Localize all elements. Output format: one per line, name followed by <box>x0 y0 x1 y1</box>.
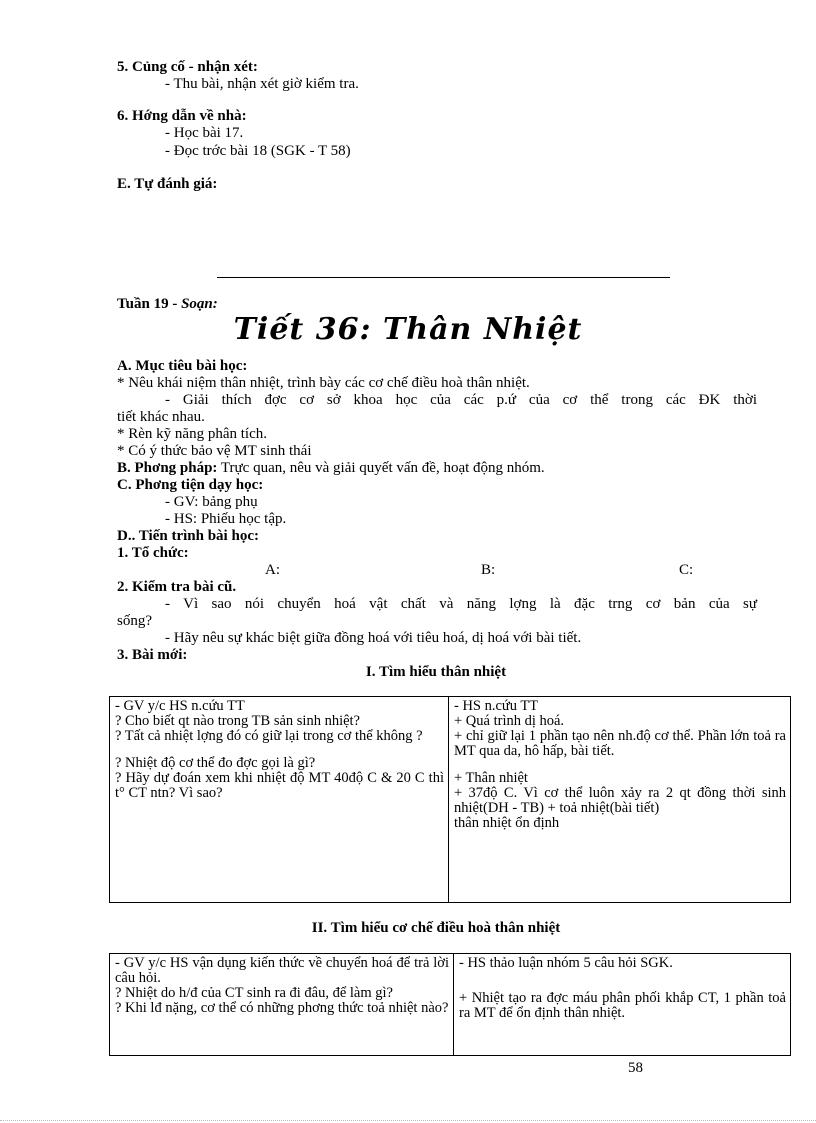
heading-tien-trinh: D.. Tiến trình bài học: <box>117 528 259 544</box>
section-title-1: I. Tìm hiểu thân nhiệt <box>365 664 507 680</box>
cell-line: - GV y/c HS vận dụng kiến thức về chuyển hoá để trả lời câu hỏi. <box>115 955 449 986</box>
section-title-2: II. Tìm hiểu cơ chế điều hoà thân nhiệt <box>311 920 561 936</box>
cell-line: ? Tất cả nhiệt lợng đó có giữ lại trong cơ thể không ? <box>115 728 423 744</box>
heading-phuong-tien: C. Phơng tiện dạy học: <box>117 477 264 493</box>
cell-line: + Thân nhiệt <box>454 770 528 786</box>
activity-table-1 <box>109 696 791 903</box>
cell-line: ? Nhiệt do h/đ của CT sinh ra đi đâu, để làm gì? <box>115 985 393 1001</box>
phuong-phap-line <box>117 460 545 476</box>
heading-to-chuc: 1. Tổ chức: <box>117 545 189 561</box>
activity-table-2 <box>109 953 791 1056</box>
text-line: tiết khác nhau. <box>117 409 205 425</box>
list-item: - HS: Phiếu học tập. <box>165 511 287 527</box>
cell-line: ? Hãy dự đoán xem khi nhiệt độ MT 40độ C & 20 C thì t° CT ntn? Vì sao? <box>115 770 444 801</box>
table-row <box>110 697 791 903</box>
cell-line: thân nhiệt ổn định <box>454 815 560 831</box>
heading-tu-danh-gia: E. Tự đánh giá: <box>117 176 218 192</box>
phuong-phap-text: Trực quan, nêu và giải quyết vấn đề, hoạt động nhóm. <box>217 460 545 476</box>
spacer <box>459 971 786 991</box>
cell-line: + 37độ C. Vì cơ thể luôn xảy ra 2 qt đồng thời sinh nhiệt(DH - TB) + toả nhiệt(bài tiết) <box>454 785 786 816</box>
list-item: - Thu bài, nhận xét giờ kiểm tra. <box>165 76 359 92</box>
week-label: Tuần 19 - <box>117 296 182 312</box>
page-bottom-border <box>0 1120 816 1121</box>
text-line: - Vì sao nói chuyển hoá vật chất và năng lợng là đặc trng cơ bản của sự <box>165 596 757 612</box>
heading-kiem-tra: 2. Kiểm tra bài cũ. <box>117 579 237 595</box>
cell-line: - GV y/c HS n.cứu TT <box>115 698 245 714</box>
class-b-label: B: <box>481 562 496 578</box>
cell-line: + chỉ giữ lại 1 phần tạo nên nh.độ cơ thể. Phần lớn toả ra MT qua da, hô hấp, bài tiết. <box>454 728 786 759</box>
week-line <box>117 296 218 312</box>
cell-line: + Nhiệt tạo ra đợc máu phân phối khắp CT, 1 phần toả ra MT để ổn định thân nhiệt. <box>459 990 786 1021</box>
page-title: Tiết 36: Thân Nhiệt <box>233 312 583 347</box>
teacher-activity-cell <box>110 954 454 1056</box>
text-line: - Hãy nêu sự khác biệt giữa đồng hoá với tiêu hoá, dị hoá với bài tiết. <box>165 630 582 646</box>
text-line: * Có ý thức bảo vệ MT sinh thái <box>117 443 312 459</box>
student-activity-cell <box>454 954 791 1056</box>
soan-label: Soạn: <box>181 296 218 312</box>
cell-line: ? Cho biết qt nào trong TB sản sinh nhiệt? <box>115 713 360 729</box>
list-item: - GV: bảng phụ <box>165 494 258 510</box>
student-activity-cell <box>449 697 791 903</box>
heading-bai-moi: 3. Bài mới: <box>117 647 188 663</box>
text-line: sống? <box>117 613 152 629</box>
list-item: - Học bài 17. <box>165 125 244 141</box>
cell-line: + Quá trình dị hoá. <box>454 713 565 729</box>
table-row <box>110 954 791 1056</box>
heading-phuong-phap: B. Phơng pháp: <box>117 460 218 476</box>
class-c-label: C: <box>679 562 694 578</box>
heading-muc-tieu: A. Mục tiêu bài học: <box>117 358 248 374</box>
text-line: * Rèn kỹ năng phân tích. <box>117 426 267 442</box>
list-item: - Đọc trớc bài 18 (SGK - T 58) <box>165 143 351 159</box>
cell-line: ? Nhiệt độ cơ thể đo đợc gọi là gì? <box>115 755 316 771</box>
text-line: - Giải thích đợc cơ sở khoa học của các p.ứ của cơ thể trong các ĐK thời <box>165 392 757 408</box>
class-a-label: A: <box>265 562 280 578</box>
separator-line <box>217 277 670 278</box>
heading-cung-co: 5. Củng cố - nhận xét: <box>117 59 258 75</box>
cell-line: - HS n.cứu TT <box>454 698 539 714</box>
text-line: * Nêu khái niệm thân nhiệt, trình bày các cơ chế điều hoà thân nhiệt. <box>117 375 530 391</box>
heading-huong-dan: 6. Hớng dẫn về nhà: <box>117 108 247 124</box>
teacher-activity-cell <box>110 697 449 903</box>
cell-line: ? Khi lđ nặng, cơ thể có những phơng thức toả nhiệt nào? <box>115 1000 449 1016</box>
cell-line: - HS thảo luận nhóm 5 câu hỏi SGK. <box>459 955 673 971</box>
page-number: 58 <box>628 1060 643 1076</box>
